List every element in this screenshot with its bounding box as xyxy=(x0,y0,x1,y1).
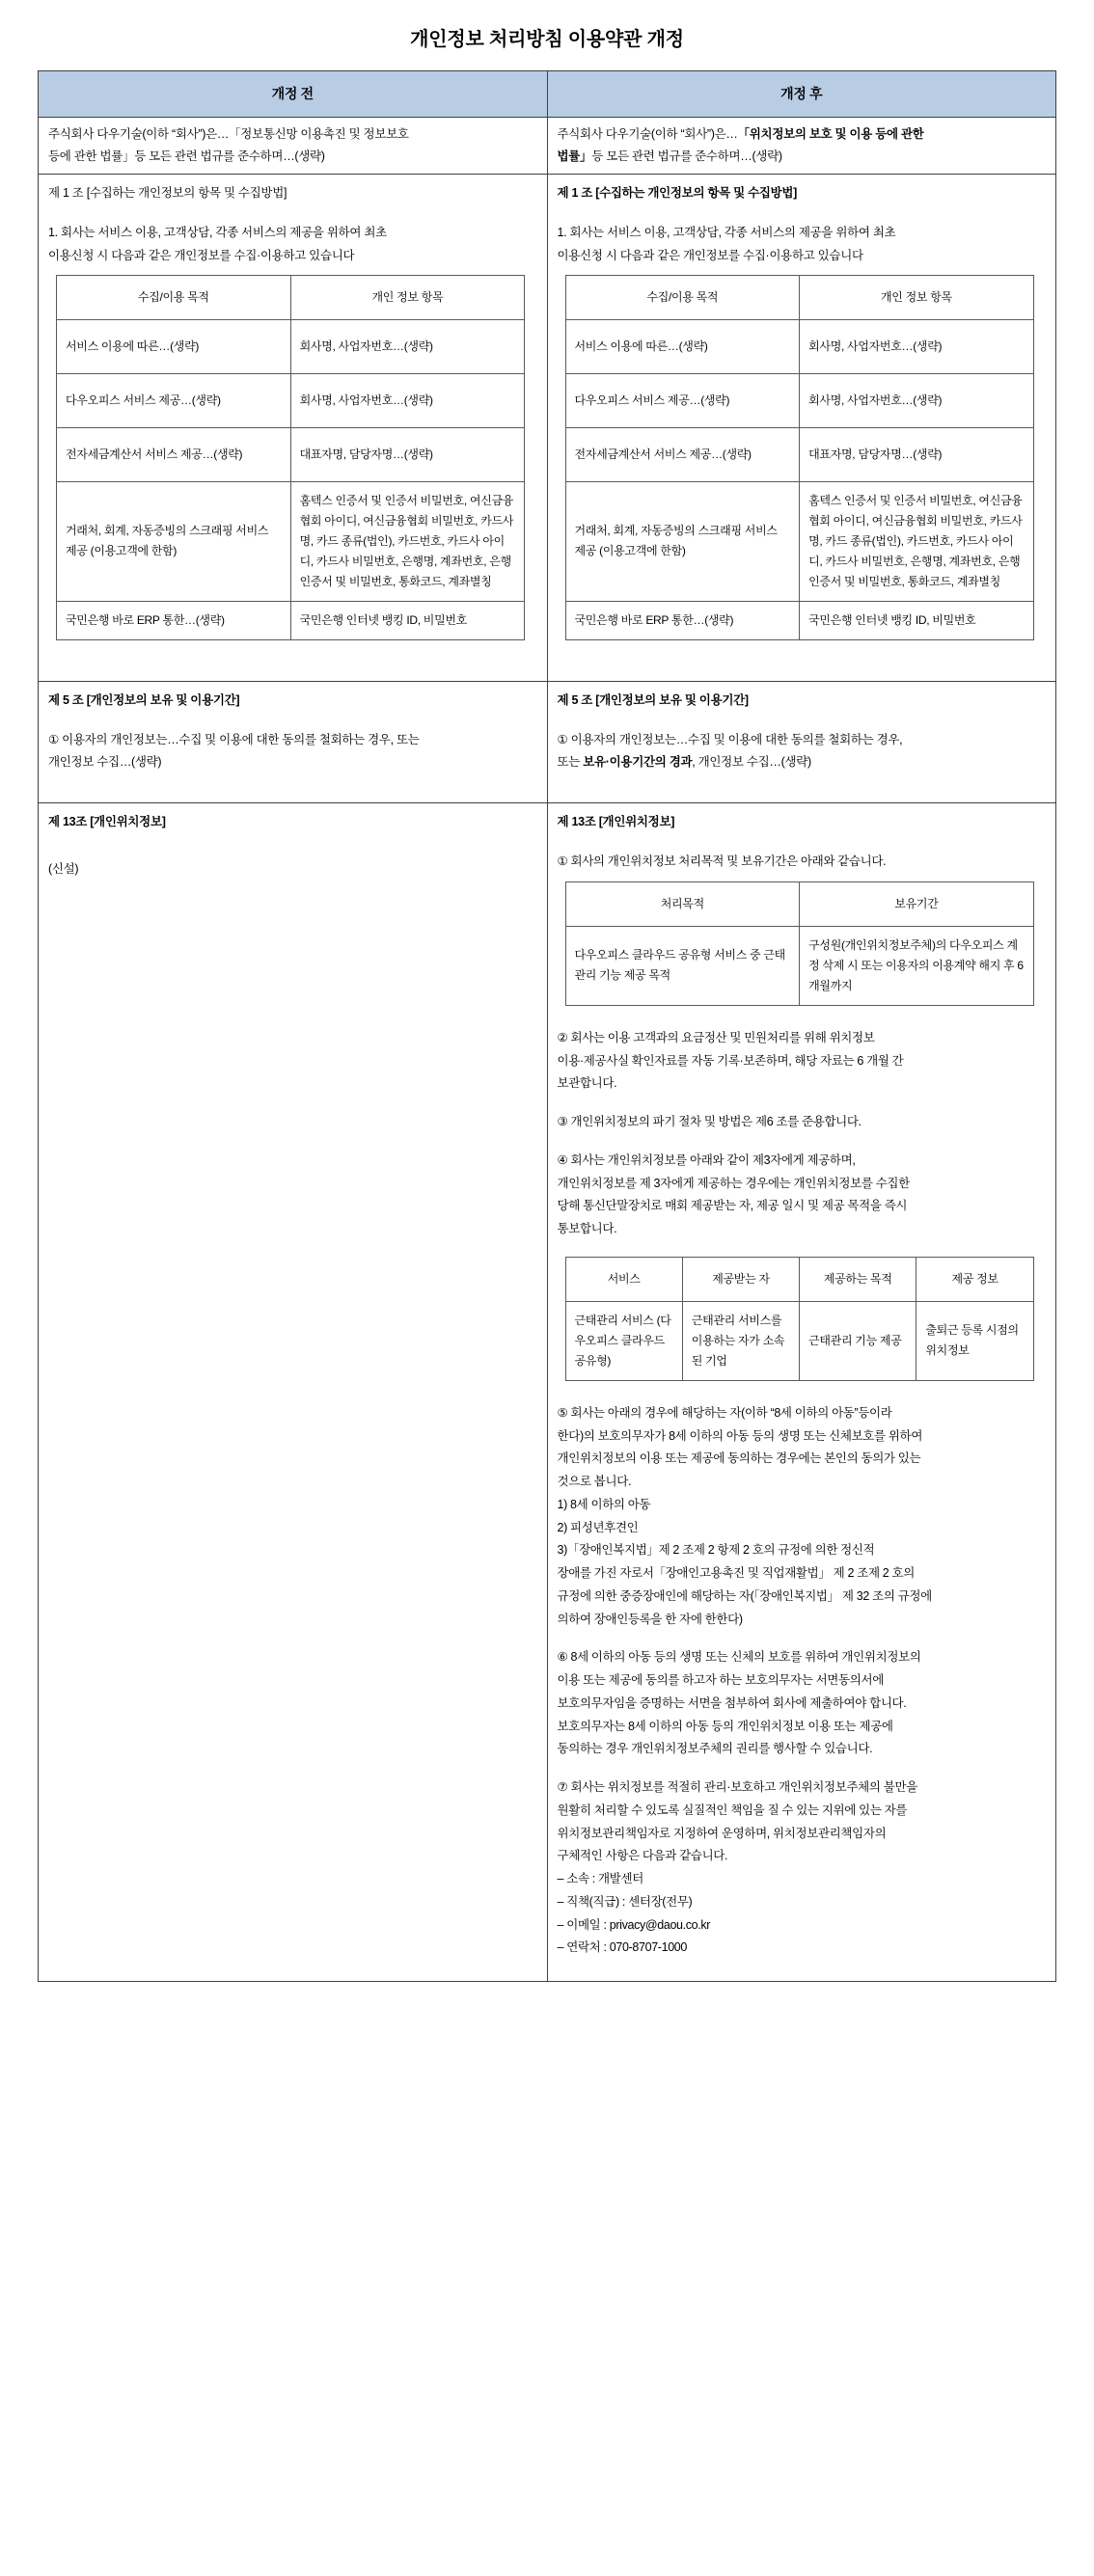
cell-retention-period: 구성원(개인위치정보주체)의 다우오피스 계정 삭제 시 또는 이용자의 이용계약 해지 후 6개월까지 xyxy=(800,926,1034,1005)
clause5-line: 2) 피성년후견인 xyxy=(557,1520,639,1534)
cell-recipient: 근태관리 서비스를 이용하는 자가 소속된 기업 xyxy=(682,1301,799,1380)
article5-after-line2 xyxy=(558,751,1047,773)
cell-purpose: 서비스 이용에 따른…(생략) xyxy=(565,319,800,373)
col-header-provided-info: 제공 정보 xyxy=(916,1257,1033,1301)
purpose-retention-table xyxy=(565,881,1034,1006)
intro-before-line2: 등에 관한 법률」등 모든 관련 법규를 준수하며…(생략) xyxy=(48,149,325,164)
intro-before-line1: 주식회사 다우기술(이하 “회사”)은…「정보통신망 이용촉진 및 정보보호 xyxy=(48,127,409,141)
collection-table-before xyxy=(56,275,525,640)
table-row xyxy=(565,1301,1033,1380)
article5-after-line2-bold: 보유·이용기간의 경과 xyxy=(583,754,693,769)
clause2-line: 이용·제공사실 확인자료를 자동 기록·보존하며, 해당 자료는 6 개월 간 xyxy=(557,1053,904,1068)
cell-items: 회사명, 사업자번호…(생략) xyxy=(800,319,1034,373)
table-row xyxy=(39,681,1056,802)
clause5-line: 3)「장애인복지법」제 2 조제 2 항제 2 호의 규정에 의한 정신적 xyxy=(557,1543,875,1558)
table-row xyxy=(565,373,1033,427)
table-header-row xyxy=(39,71,1056,118)
clause5-line: 장애를 가진 자로서「장애인고용촉진 및 직업재활법」 제 2 조제 2 호의 xyxy=(557,1566,915,1581)
intro-cell-before xyxy=(39,118,548,175)
spacer xyxy=(558,644,1047,669)
clause5-line: 개인위치정보의 이용 또는 제공에 동의하는 경우에는 본인의 동의가 있는 xyxy=(557,1451,921,1466)
column-header-after: 개정 후 xyxy=(547,71,1056,118)
col-header-provision-purpose: 제공하는 목적 xyxy=(800,1257,916,1301)
intro-after-line1 xyxy=(558,123,1047,146)
table-row xyxy=(39,175,1056,681)
cell-items: 대표자명, 담당자명…(생략) xyxy=(290,427,525,481)
clause6-line: 이용 또는 제공에 동의를 하고자 하는 보호의무자는 서면동의서에 xyxy=(557,1673,884,1688)
clause5-line: 한다)의 보호의무자가 8세 이하의 아동 등의 생명 또는 신체보호를 위하여 xyxy=(557,1428,923,1443)
cell-items: 회사명, 사업자번호…(생략) xyxy=(800,373,1034,427)
clause3-line: ③ 개인위치정보의 파기 절차 및 방법은 제6 조를 준용합니다. xyxy=(557,1115,862,1129)
cell-provided-info: 출퇴근 등록 시점의 위치정보 xyxy=(916,1301,1033,1380)
article5-before-heading: 제 5 조 [개인정보의 보유 및 이용기간] xyxy=(48,692,240,707)
table-header-row xyxy=(57,275,525,319)
clause5-line: 의하여 장애인등록을 한 자에 한한다) xyxy=(557,1612,743,1626)
table-row xyxy=(57,601,525,639)
clause5-line: 규정에 의한 중증장애인에 해당하는 자(「장애인복지법」 제 32 조의 규정에 xyxy=(557,1588,932,1603)
third-party-provision-table xyxy=(565,1257,1034,1381)
article1-cell-after xyxy=(547,175,1056,681)
article13-cell-before xyxy=(39,803,548,1982)
clause2-line: 보관합니다. xyxy=(557,1076,617,1091)
clause2-line: ② 회사는 이용 고객과의 요금정산 및 민원처리를 위해 위치정보 xyxy=(557,1030,875,1044)
col-header-service: 서비스 xyxy=(565,1257,682,1301)
col-header-processing-purpose: 처리목적 xyxy=(565,881,800,926)
cell-items: 회사명, 사업자번호…(생략) xyxy=(290,319,525,373)
table-row xyxy=(565,601,1033,639)
cell-items: 대표자명, 담당자명…(생략) xyxy=(800,427,1034,481)
cell-purpose: 다우오피스 서비스 제공…(생략) xyxy=(565,373,800,427)
intro-after-line1-bold: 「위치정보의 보호 및 이용 등에 관한 xyxy=(737,127,924,141)
article5-after-line2-c: , 개인정보 수집…(생략) xyxy=(692,754,811,769)
article1-before-body-line1: 1. 회사는 서비스 이용, 고객상담, 각종 서비스의 제공을 위하여 최초 xyxy=(48,226,387,240)
article13-clause2 xyxy=(558,1027,1047,1096)
intro-after-line1-plain: 주식회사 다우기술(이하 “회사”)은… xyxy=(557,127,738,141)
cell-purpose: 전자세금계산서 서비스 제공…(생략) xyxy=(57,427,291,481)
spacer xyxy=(558,1385,1047,1402)
clause6-line: 동의하는 경우 개인위치정보주체의 권리를 행사할 수 있습니다. xyxy=(557,1742,873,1756)
table-row xyxy=(565,926,1033,1005)
article13-before-heading: 제 13조 [개인위치정보] xyxy=(48,815,166,828)
cell-service: 근태관리 서비스 (다우오피스 클라우드 공유형) xyxy=(565,1301,682,1380)
comparison-table-article1 xyxy=(38,70,1056,1982)
cell-purpose: 서비스 이용에 따른…(생략) xyxy=(57,319,291,373)
spacer xyxy=(558,712,1047,729)
clause7-line: 원활히 처리할 수 있도록 실질적인 책임을 질 수 있는 지위에 있는 자를 xyxy=(557,1803,908,1817)
clause5-line: 것으로 봅니다. xyxy=(557,1475,632,1489)
intro-after-line2-bold: 법률」 xyxy=(557,149,592,164)
clause4-line: 당해 통신단말장치로 매회 제공받는 자, 제공 일시 및 제공 목적을 즉시 xyxy=(557,1199,908,1213)
article5-cell-after xyxy=(547,681,1056,802)
clause4-line: ④ 회사는 개인위치정보를 아래와 같이 제3자에게 제공하며, xyxy=(557,1152,856,1167)
col-header-retention-period: 보유기간 xyxy=(800,881,1034,926)
table-row xyxy=(565,481,1033,601)
contact-email: – 이메일 : privacy@daou.co.kr xyxy=(557,1917,711,1932)
spacer xyxy=(558,1010,1047,1027)
location-manager-contact-list xyxy=(558,1868,1047,1960)
cell-items: 홈텍스 인증서 및 인증서 비밀번호, 여신금융협회 아이디, 여신금융협회 비밀번호, 카드사명, 카드 종류(법인), 카드번호, 카드사 아이디, 카드사 비밀번호, 은행명, 계좌번호, 은행 인증서 및 비밀번호, 통화코드, 계좌별칭 xyxy=(290,481,525,601)
article5-after-line2-a: 또는 xyxy=(557,754,584,769)
clause6-line: 보호의무자는 8세 이하의 아동 등의 개인위치정보 이용 또는 제공에 xyxy=(557,1719,893,1733)
cell-processing-purpose: 다우오피스 클라우드 공유형 서비스 중 근태관리 기능 제공 목적 xyxy=(565,926,800,1005)
spacer xyxy=(48,833,537,858)
article1-before-body-line2: 이용신청 시 다음과 같은 개인정보를 수집·이용하고 있습니다 xyxy=(48,248,355,262)
article5-before-line2: 개인정보 수집…(생략) xyxy=(48,754,162,769)
intro-after-line2 xyxy=(558,146,1047,168)
spacer xyxy=(48,644,537,669)
clause6-line: ⑥ 8세 이하의 아동 등의 생명 또는 신체의 보호를 위하여 개인위치정보의 xyxy=(557,1650,921,1665)
table-row xyxy=(57,319,525,373)
article13-cell-after xyxy=(547,803,1056,1982)
clause7-line: 구체적인 사항은 다음과 같습니다. xyxy=(557,1849,728,1863)
clause4-line: 통보합니다. xyxy=(557,1222,617,1236)
contact-department: – 소속 : 개발센터 xyxy=(557,1872,643,1886)
table-header-row xyxy=(565,881,1033,926)
cell-provision-purpose: 근태관리 기능 제공 xyxy=(800,1301,916,1380)
spacer xyxy=(48,773,537,791)
article5-cell-before xyxy=(39,681,548,802)
article13-before-body: (신설) xyxy=(48,862,79,877)
cell-purpose: 국민은행 바로 ERP 통한…(생략) xyxy=(57,601,291,639)
table-row xyxy=(57,373,525,427)
col-header-items: 개인 정보 항목 xyxy=(800,275,1034,319)
table-row xyxy=(39,803,1056,1982)
col-header-purpose: 수집/이용 목적 xyxy=(565,275,800,319)
article1-after-body-line2: 이용신청 시 다음과 같은 개인정보를 수집·이용하고 있습니다 xyxy=(557,248,863,262)
clause4-line: 개인위치정보를 제 3자에게 제공하는 경우에는 개인위치정보를 수집한 xyxy=(557,1176,910,1190)
article13-clause5 xyxy=(558,1402,1047,1632)
article5-after-heading: 제 5 조 [개인정보의 보유 및 이용기간] xyxy=(557,692,749,707)
intro-after-line2-plain: 등 모든 관련 법규를 준수하며…(생략) xyxy=(591,149,782,164)
table-row xyxy=(565,319,1033,373)
collection-table-after xyxy=(565,275,1034,640)
table-header-row xyxy=(565,275,1033,319)
table-row xyxy=(57,481,525,601)
spacer xyxy=(558,204,1047,222)
article5-after-line1: ① 이용자의 개인정보는…수집 및 이용에 대한 동의를 철회하는 경우, xyxy=(557,732,903,746)
col-header-purpose: 수집/이용 목적 xyxy=(57,275,291,319)
col-header-items: 개인 정보 항목 xyxy=(290,275,525,319)
cell-items: 홈텍스 인증서 및 인증서 비밀번호, 여신금융협회 아이디, 여신금융협회 비밀번호, 카드사명, 카드 종류(법인), 카드번호, 카드사 아이디, 카드사 비밀번호, 은행명, 계좌번호, 은행 인증서 및 비밀번호, 통화코드, 계좌별칭 xyxy=(800,481,1034,601)
cell-purpose: 국민은행 바로 ERP 통한…(생략) xyxy=(565,601,800,639)
cell-items: 국민은행 인터넷 뱅킹 ID, 비밀번호 xyxy=(800,601,1034,639)
article1-cell-before xyxy=(39,175,548,681)
spacer xyxy=(558,1960,1047,1969)
cell-items: 국민은행 인터넷 뱅킹 ID, 비밀번호 xyxy=(290,601,525,639)
table-row xyxy=(57,427,525,481)
cell-purpose: 전자세금계산서 서비스 제공…(생략) xyxy=(565,427,800,481)
article5-before-line1: ① 이용자의 개인정보는…수집 및 이용에 대한 동의를 철회하는 경우, 또는 xyxy=(48,732,420,746)
article13-after-heading: 제 13조 [개인위치정보] xyxy=(557,815,675,828)
table-row xyxy=(565,427,1033,481)
article13-clause3 xyxy=(558,1111,1047,1134)
spacer xyxy=(558,773,1047,791)
clause7-line: 위치정보관리책임자로 지정하여 운영하며, 위치정보관리책임자의 xyxy=(557,1826,887,1840)
article13-clause1: ① 회사의 개인위치정보 처리목적 및 보유기간은 아래와 같습니다. xyxy=(557,854,887,869)
page-title: 개인정보 처리방침 이용약관 개정 xyxy=(410,29,684,50)
spacer xyxy=(558,833,1047,851)
table-header-row xyxy=(565,1257,1033,1301)
cell-purpose: 거래처, 회계, 자동증빙의 스크래핑 서비스 제공 (이용고객에 한함) xyxy=(565,481,800,601)
article1-before-heading: 제 1 조 [수집하는 개인정보의 항목 및 수집방법] xyxy=(48,186,287,201)
cell-items: 회사명, 사업자번호…(생략) xyxy=(290,373,525,427)
table-row xyxy=(39,118,1056,175)
spacer xyxy=(48,204,537,222)
article13-clause7 xyxy=(558,1776,1047,1868)
article1-after-body-line1: 1. 회사는 서비스 이용, 고객상담, 각종 서비스의 제공을 위하여 최초 xyxy=(557,226,896,240)
column-header-before: 개정 전 xyxy=(39,71,548,118)
clause7-line: ⑦ 회사는 위치정보를 적절히 관리·보호하고 개인위치정보주체의 불만을 xyxy=(557,1780,917,1795)
col-header-recipient: 제공받는 자 xyxy=(682,1257,799,1301)
clause5-line: ⑤ 회사는 아래의 경우에 해당하는 자(이하 “8세 이하의 아동”등이라 xyxy=(557,1405,892,1420)
contact-phone: – 연락처 : 070-8707-1000 xyxy=(557,1940,688,1955)
clause6-line: 보호의무자임을 증명하는 서면을 첨부하여 회사에 제출하여야 합니다. xyxy=(557,1695,907,1710)
contact-position: – 직책(직급) : 센터장(전무) xyxy=(557,1894,693,1909)
article13-clause4 xyxy=(558,1150,1047,1241)
article1-after-heading: 제 1 조 [수집하는 개인정보의 항목 및 수집방법] xyxy=(557,186,798,201)
spacer xyxy=(48,712,537,729)
clause5-line: 1) 8세 이하의 아동 xyxy=(557,1497,651,1511)
cell-purpose: 다우오피스 서비스 제공…(생략) xyxy=(57,373,291,427)
intro-cell-after xyxy=(547,118,1056,175)
article13-clause6 xyxy=(558,1646,1047,1761)
cell-purpose: 거래처, 회계, 자동증빙의 스크래핑 서비스 제공 (이용고객에 한함) xyxy=(57,481,291,601)
